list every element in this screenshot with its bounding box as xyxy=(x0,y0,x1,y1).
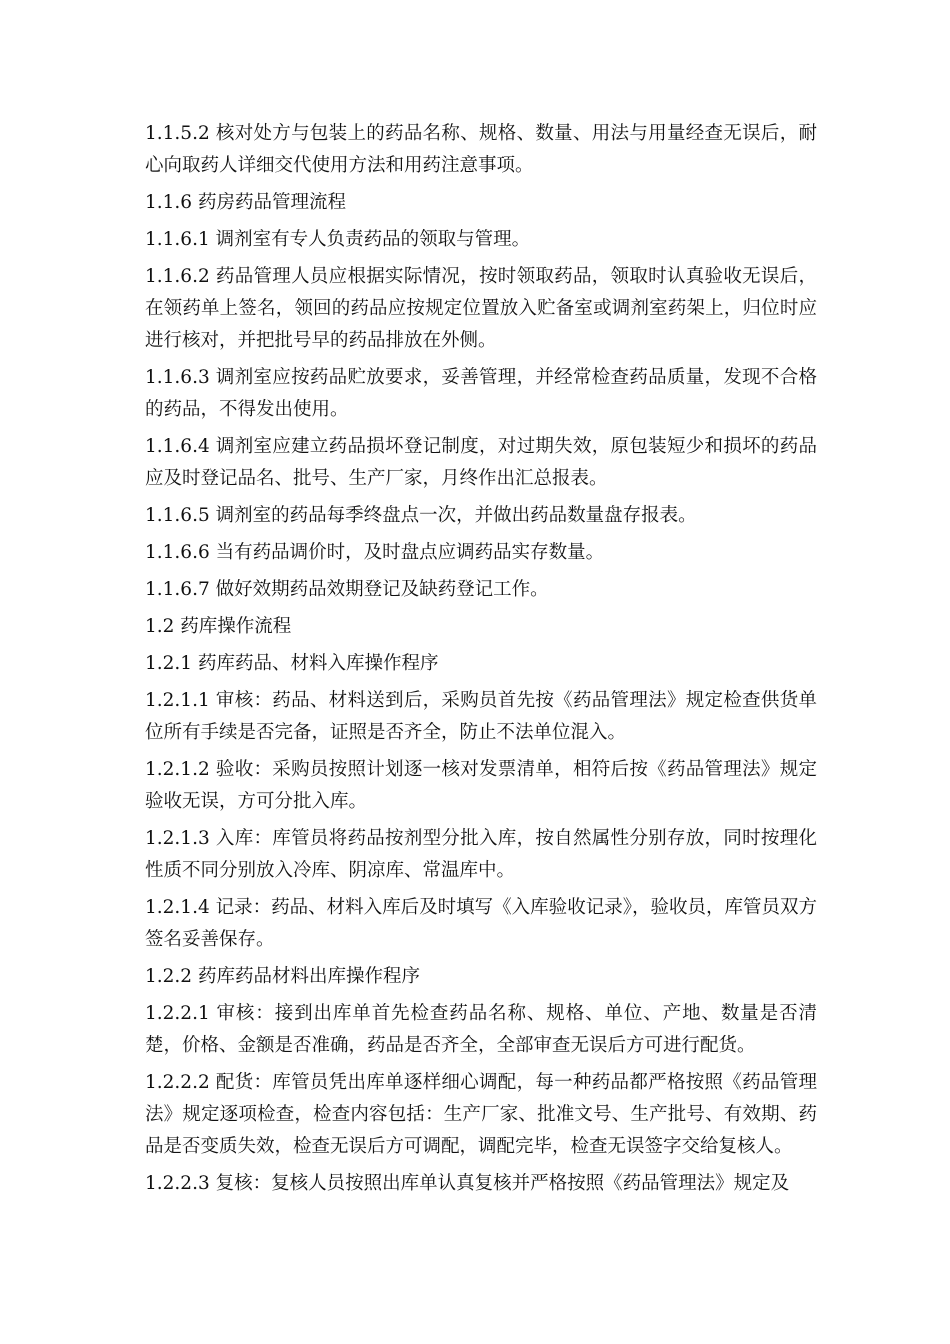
heading-1-1-6: 1.1.6 药房药品管理流程 xyxy=(145,192,346,213)
paragraph-1-1-5-2: 1.1.5.2 核对处方与包装上的药品名称、规格、数量、用法与用量经查无误后，耐心向取药人详细交代使用方法和用药注意事项。 xyxy=(145,123,817,176)
heading-1-2-2: 1.2.2 药库药品材料出库操作程序 xyxy=(145,966,420,987)
paragraph-1-1-6-3: 1.1.6.3 调剂室应按药品贮放要求，妥善管理，并经常检查药品质量，发现不合格的药品，不得发出使用。 xyxy=(145,367,817,420)
paragraph-1-2-1-3: 1.2.1.3 入库：库管员将药品按剂型分批入库，按自然属性分别存放，同时按理化性质不同分别放入冷库、阴凉库、常温库中。 xyxy=(145,828,817,881)
paragraph-1-2-1-2: 1.2.1.2 验收：采购员按照计划逐一核对发票清单，相符后按《药品管理法》规定验收无误，方可分批入库。 xyxy=(145,759,817,812)
paragraph-1-1-6-7: 1.1.6.7 做好效期药品效期登记及缺药登记工作。 xyxy=(145,579,549,600)
document-body xyxy=(145,118,817,1205)
paragraph-1-1-6-2: 1.1.6.2 药品管理人员应根据实际情况，按时领取药品，领取时认真验收无误后，在领药单上签名，领回的药品应按规定位置放入贮备室或调剂室药架上，归位时应进行核对，并把批号早的药品排放在外侧。 xyxy=(145,266,817,351)
paragraph-1-2-1-4: 1.2.1.4 记录：药品、材料入库后及时填写《入库验收记录》，验收员，库管员双方签名妥善保存。 xyxy=(145,897,817,950)
paragraph-1-1-6-1: 1.1.6.1 调剂室有专人负责药品的领取与管理。 xyxy=(145,229,531,250)
paragraph-1-1-6-6: 1.1.6.6 当有药品调价时，及时盘点应调药品实存数量。 xyxy=(145,542,605,563)
paragraph-1-1-6-4: 1.1.6.4 调剂室应建立药品损坏登记制度，对过期失效，原包装短少和损坏的药品应及时登记品名、批号、生产厂家，月终作出汇总报表。 xyxy=(145,436,817,489)
paragraph-1-2-2-3: 1.2.2.3 复核：复核人员按照出库单认真复核并严格按照《药品管理法》规定及 xyxy=(145,1173,790,1194)
paragraph-1-1-6-5: 1.1.6.5 调剂室的药品每季终盘点一次，并做出药品数量盘存报表。 xyxy=(145,505,697,526)
paragraph-1-2-2-1: 1.2.2.1 审核：接到出库单首先检查药品名称、规格、单位、产地、数量是否清楚，价格、金额是否准确，药品是否齐全，全部审查无误后方可进行配货。 xyxy=(145,1003,817,1056)
paragraph-1-2-1-1: 1.2.1.1 审核：药品、材料送到后，采购员首先按《药品管理法》规定检查供货单位所有手续是否完备，证照是否齐全，防止不法单位混入。 xyxy=(145,690,817,743)
paragraph-1-2-2-2: 1.2.2.2 配货：库管员凭出库单逐样细心调配，每一种药品都严格按照《药品管理法》规定逐项检查，检查内容包括：生产厂家、批准文号、生产批号、有效期、药品是否变质失效，检查无误后方可调配，调配完毕，检查无误签字交给复核人。 xyxy=(145,1072,817,1157)
heading-1-2: 1.2 药库操作流程 xyxy=(145,616,292,637)
heading-1-2-1: 1.2.1 药库药品、材料入库操作程序 xyxy=(145,653,439,674)
